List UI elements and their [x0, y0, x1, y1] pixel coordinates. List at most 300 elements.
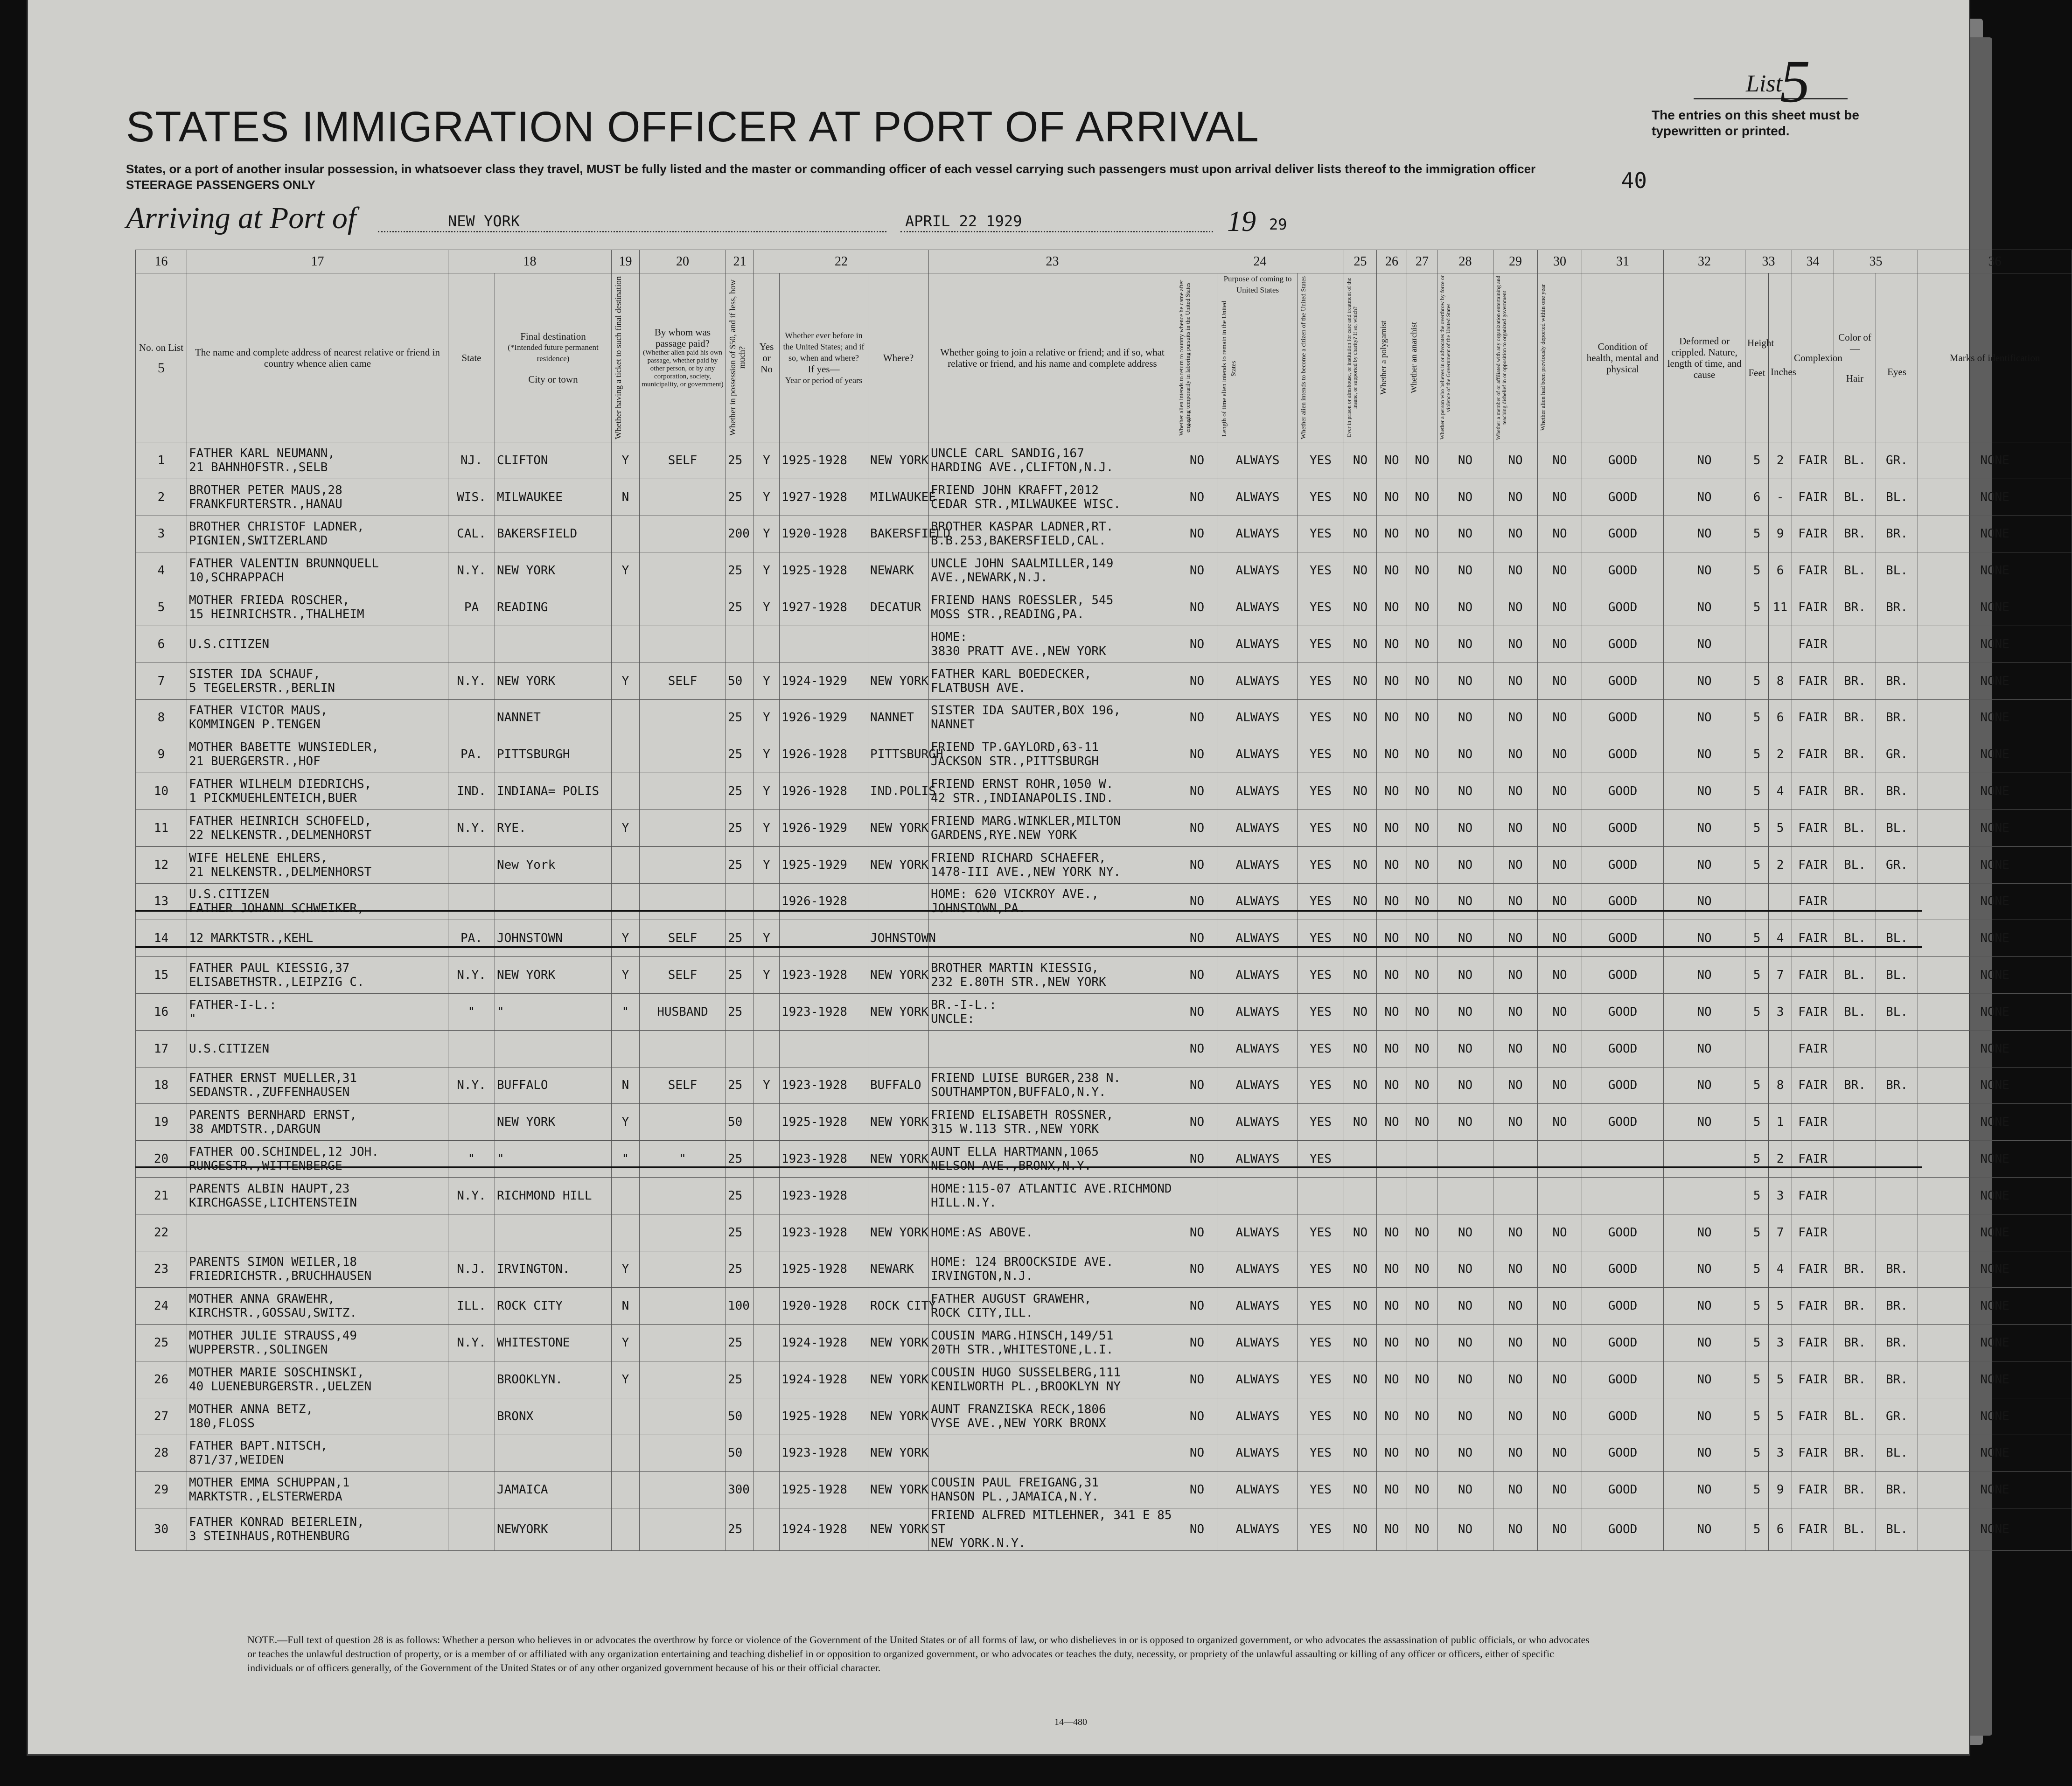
col-deported [1538, 273, 1582, 442]
cell-overthrow: NO [1437, 957, 1493, 994]
cell-marks: NONE [1918, 1361, 2072, 1398]
cell-member-org: NO [1493, 1214, 1538, 1251]
cell-relative-address-line1: FATHER VALENTIN BRUNNQUELL [189, 557, 379, 571]
cell-ticket [612, 516, 640, 552]
cell-passage-paid-by [640, 1361, 726, 1398]
cell-joining-relative-line1: HOME: 620 VICKROY AVE., [931, 887, 1099, 902]
cell-joining-relative-line1: HOME: [931, 630, 968, 644]
cell-passage-paid-by: HUSBAND [640, 993, 726, 1030]
cell-money: 100 [726, 1288, 754, 1325]
sheet-number: 40 [1621, 168, 1647, 193]
cell-eye-color: BL. [1876, 809, 1918, 846]
col-health: Condition of health, mental and physical [1582, 273, 1664, 442]
cell-ticket: Y [612, 663, 640, 699]
cell-deformed: NO [1664, 736, 1745, 773]
cell-joining-relative [929, 1104, 1176, 1141]
cell-years-in-us [780, 1030, 868, 1067]
cell-ever-in-us [754, 993, 780, 1030]
table-row [136, 920, 2072, 957]
cell-health: GOOD [1582, 920, 1664, 957]
cell-ticket: N [612, 479, 640, 516]
cell-relative-address [187, 626, 448, 663]
table-row [136, 552, 2072, 589]
cell-length-of-stay: ALWAYS [1218, 993, 1298, 1030]
cell-anarchist: NO [1407, 773, 1437, 810]
table-row [136, 1251, 2072, 1288]
cell-eye-color [1876, 1177, 1918, 1214]
cell-overthrow: NO [1437, 479, 1493, 516]
cell-length-of-stay: ALWAYS [1218, 883, 1298, 920]
cell-relative-address [187, 1141, 448, 1178]
cell-deformed: NO [1664, 1288, 1745, 1325]
cell-joining-relative-line1: FRIEND HANS ROESSLER, 545 [931, 593, 1114, 608]
cell-joining-relative [929, 1030, 1176, 1067]
cell-complexion: FAIR [1792, 699, 1834, 736]
cell-prison: NO [1344, 626, 1377, 663]
cell-overthrow: NO [1437, 920, 1493, 957]
cell-anarchist: NO [1407, 1325, 1437, 1361]
cell-intends-return: NO [1176, 663, 1218, 699]
cell-joining-relative-line2: HARDING AVE.,CLIFTON,N.J. [931, 460, 1114, 474]
cell-marks: NONE [1918, 1030, 2072, 1067]
cell-row-number: 7 [136, 663, 187, 699]
cell-joining-relative-line2: 315 W.113 STR.,NEW YORK [931, 1122, 1099, 1137]
cell-health: GOOD [1582, 1104, 1664, 1141]
cell-relative-address-line1: MOTHER ANNA BETZ, [189, 1402, 314, 1416]
cell-joining-relative [929, 1251, 1176, 1288]
col-polygamist [1377, 273, 1407, 442]
cell-intends-return: NO [1176, 552, 1218, 589]
cell-height-feet: 5 [1745, 1435, 1769, 1472]
cell-intends-return: NO [1176, 1508, 1218, 1551]
cell-health: GOOD [1582, 1251, 1664, 1288]
cell-dest-state: N.Y. [448, 957, 495, 994]
cell-intends-citizen: YES [1298, 1030, 1344, 1067]
table-row [136, 1177, 2072, 1214]
col-16-value: 5 [158, 360, 165, 376]
cell-relative-address-line1: FATHER WILHELM DIEDRICHS, [189, 777, 372, 792]
cell-height-feet: 5 [1745, 1214, 1769, 1251]
cell-health: GOOD [1582, 552, 1664, 589]
cell-row-number: 15 [136, 957, 187, 994]
cell-height-inches: 8 [1769, 1067, 1792, 1104]
cell-passage-paid-by [640, 552, 726, 589]
col-24-label: Purpose of coming to United States [1223, 274, 1292, 294]
cell-dest-state: PA. [448, 736, 495, 773]
cell-row-number: 26 [136, 1361, 187, 1398]
cell-relative-address-line1: PARENTS SIMON WEILER,18 [189, 1255, 357, 1270]
class-line: STEERAGE PASSENGERS ONLY [126, 178, 315, 192]
cell-dest-state: CAL. [448, 516, 495, 552]
cell-intends-return: NO [1176, 809, 1218, 846]
cell-years-in-us: 1926-1929 [780, 699, 868, 736]
cell-hair-color: BR. [1834, 663, 1876, 699]
cell-health: GOOD [1582, 1214, 1664, 1251]
cell-height-inches: 3 [1769, 1325, 1792, 1361]
cell-length-of-stay: ALWAYS [1218, 589, 1298, 626]
entries-note: The entries on this sheet must be typewritten or printed. [1652, 108, 1859, 138]
cell-relative-address [187, 1177, 448, 1214]
col-24-a: Whether alien intends to return to country whence he came after engaging temporarily in laboring pursuits in the United States [1178, 279, 1192, 436]
cell-ever-in-us [754, 1214, 780, 1251]
cell-relative-address-line1: MOTHER EMMA SCHUPPAN,1 [189, 1476, 350, 1490]
cell-where-in-us: NEW YORK [868, 1325, 929, 1361]
cell-joining-relative-line1: HOME:115-07 ATLANTIC AVE.RICHMOND HILL.N.Y. [931, 1181, 1172, 1210]
cell-anarchist: NO [1407, 442, 1437, 479]
cell-relative-address [187, 1508, 448, 1551]
cell-relative-address-line1: FATHER KONRAD BEIERLEIN, [189, 1515, 364, 1530]
cell-overthrow: NO [1437, 1067, 1493, 1104]
cell-member-org: NO [1493, 479, 1538, 516]
cell-intends-citizen: YES [1298, 479, 1344, 516]
cell-member-org: NO [1493, 1398, 1538, 1435]
cell-joining-relative [929, 1435, 1176, 1472]
cell-ever-in-us [754, 1508, 780, 1551]
cell-health: GOOD [1582, 1508, 1664, 1551]
cell-hair-color [1834, 1214, 1876, 1251]
cell-member-org: NO [1493, 1104, 1538, 1141]
cell-length-of-stay: ALWAYS [1218, 516, 1298, 552]
cell-eye-color: GR. [1876, 846, 1918, 883]
cell-length-of-stay: ALWAYS [1218, 1104, 1298, 1141]
cell-relative-address-line1: 12 MARKTSTR.,KEHL [189, 931, 314, 946]
cell-money: 25 [726, 1141, 754, 1178]
cell-dest-city: NEW YORK [495, 1104, 612, 1141]
cell-joining-relative [929, 846, 1176, 883]
cell-relative-address [187, 479, 448, 516]
cell-anarchist: NO [1407, 920, 1437, 957]
cell-overthrow [1437, 1177, 1493, 1214]
cell-prison: NO [1344, 846, 1377, 883]
cell-anarchist: NO [1407, 479, 1437, 516]
cell-eye-color: BR. [1876, 1251, 1918, 1288]
manifest-sheet [28, 0, 2040, 1754]
cell-relative-address [187, 883, 448, 920]
cell-dest-city: New York [495, 846, 612, 883]
cell-money [726, 1030, 754, 1067]
cell-intends-citizen: YES [1298, 883, 1344, 920]
cell-complexion: FAIR [1792, 552, 1834, 589]
cell-relative-address [187, 1104, 448, 1141]
cell-relative-address-line2: 40 LUENEBURGERSTR.,UELZEN [189, 1379, 372, 1394]
strike-line-20 [135, 1166, 1922, 1168]
cell-member-org: NO [1493, 993, 1538, 1030]
cell-health: GOOD [1582, 1361, 1664, 1398]
passenger-table [135, 250, 2072, 1551]
cell-hair-color: BL. [1834, 846, 1876, 883]
cell-relative-address-line2: KIRCHGASSE,LICHTENSTEIN [189, 1195, 357, 1210]
cell-length-of-stay: ALWAYS [1218, 1141, 1298, 1178]
cell-health: GOOD [1582, 1325, 1664, 1361]
cell-polygamist: NO [1377, 1288, 1407, 1325]
cell-where-in-us [868, 1030, 929, 1067]
cell-where-in-us: NEW YORK [868, 1141, 929, 1178]
cell-polygamist: NO [1377, 1030, 1407, 1067]
cell-prison: NO [1344, 1214, 1377, 1251]
cell-money: 25 [726, 1067, 754, 1104]
cell-complexion: FAIR [1792, 1508, 1834, 1551]
cell-marks: NONE [1918, 1104, 2072, 1141]
cell-member-org: NO [1493, 699, 1538, 736]
cell-dest-city: INDIANA= POLIS [495, 773, 612, 810]
cell-relative-address [187, 809, 448, 846]
cell-row-number: 25 [136, 1325, 187, 1361]
cell-deformed: NO [1664, 589, 1745, 626]
cell-deformed: NO [1664, 552, 1745, 589]
cell-hair-color: BR. [1834, 1288, 1876, 1325]
cell-eye-color: BR. [1876, 589, 1918, 626]
cell-length-of-stay: ALWAYS [1218, 1214, 1298, 1251]
table-row [136, 1472, 2072, 1508]
cell-anarchist: NO [1407, 663, 1437, 699]
cell-anarchist: NO [1407, 626, 1437, 663]
cell-polygamist: NO [1377, 846, 1407, 883]
cell-passage-paid-by [640, 809, 726, 846]
cell-intends-citizen: YES [1298, 1067, 1344, 1104]
cell-anarchist: NO [1407, 1067, 1437, 1104]
cell-intends-return: NO [1176, 957, 1218, 994]
cell-overthrow: NO [1437, 1288, 1493, 1325]
cell-intends-return: NO [1176, 846, 1218, 883]
cell-prison: NO [1344, 1288, 1377, 1325]
cell-relative-address [187, 1398, 448, 1435]
cell-years-in-us: 1924-1928 [780, 1361, 868, 1398]
cell-passage-paid-by [640, 479, 726, 516]
cell-height-feet: 5 [1745, 773, 1769, 810]
cell-complexion: FAIR [1792, 1104, 1834, 1141]
cell-money: 25 [726, 809, 754, 846]
cell-dest-city: NEW YORK [495, 957, 612, 994]
cell-intends-citizen: YES [1298, 1214, 1344, 1251]
cell-ticket [612, 626, 640, 663]
cell-hair-color: BL. [1834, 1508, 1876, 1551]
cell-complexion: FAIR [1792, 1177, 1834, 1214]
cell-joining-relative [929, 1141, 1176, 1178]
cell-length-of-stay: ALWAYS [1218, 1251, 1298, 1288]
cell-passage-paid-by [640, 626, 726, 663]
cell-relative-address-line2: KIRCHSTR.,GOSSAU,SWITZ. [189, 1306, 357, 1320]
cell-hair-color [1834, 1030, 1876, 1067]
cell-joining-relative-line2: UNCLE: [931, 1012, 975, 1026]
cell-prison: NO [1344, 1251, 1377, 1288]
cell-relative-address-line2: SEDANSTR.,ZUFFENHAUSEN [189, 1085, 350, 1100]
cell-joining-relative-line1: FRIEND ALFRED MITLEHNER, 341 E 85 ST [931, 1508, 1172, 1537]
cell-joining-relative-line2: JACKSON STR.,PITTSBURGH [931, 754, 1099, 769]
cell-where-in-us: NANNET [868, 699, 929, 736]
cell-dest-city [495, 883, 612, 920]
cell-where-in-us: BUFFALO [868, 1067, 929, 1104]
cell-where-in-us: NEW YORK [868, 809, 929, 846]
cell-years-in-us: 1927-1928 [780, 479, 868, 516]
cell-polygamist [1377, 1141, 1407, 1178]
cell-joining-relative [929, 993, 1176, 1030]
cell-polygamist: NO [1377, 736, 1407, 773]
cell-height-feet: 5 [1745, 809, 1769, 846]
cell-intends-citizen: YES [1298, 699, 1344, 736]
cell-dest-state [448, 1472, 495, 1508]
cell-relative-address [187, 1472, 448, 1508]
cell-prison: NO [1344, 589, 1377, 626]
cell-length-of-stay: ALWAYS [1218, 1288, 1298, 1325]
cell-dest-state: PA [448, 589, 495, 626]
cell-row-number: 24 [136, 1288, 187, 1325]
cell-overthrow: NO [1437, 1435, 1493, 1472]
cell-eye-color: BR. [1876, 1325, 1918, 1361]
cell-joining-relative-line1: HOME: 124 BROOCKSIDE AVE. [931, 1255, 1114, 1270]
cell-money: 25 [726, 773, 754, 810]
cell-years-in-us: 1926-1928 [780, 773, 868, 810]
cell-passage-paid-by [640, 516, 726, 552]
column-header-row [136, 273, 2072, 442]
cell-complexion: FAIR [1792, 1251, 1834, 1288]
cell-intends-return: NO [1176, 1435, 1218, 1472]
cell-member-org: NO [1493, 1251, 1538, 1288]
cell-deformed: NO [1664, 993, 1745, 1030]
cell-relative-address [187, 846, 448, 883]
cell-complexion: FAIR [1792, 1141, 1834, 1178]
cell-overthrow: NO [1437, 552, 1493, 589]
cell-intends-return: NO [1176, 1104, 1218, 1141]
cell-relative-address [187, 1361, 448, 1398]
cell-dest-state [448, 883, 495, 920]
cell-marks: NONE [1918, 773, 2072, 810]
col-33-inches: Inches [1771, 366, 1796, 377]
cell-deformed: NO [1664, 1104, 1745, 1141]
column-number-row [136, 250, 2072, 273]
cell-member-org: NO [1493, 1361, 1538, 1398]
cell-intends-citizen: YES [1298, 1361, 1344, 1398]
cell-joining-relative-line2: NEW YORK.N.Y. [931, 1536, 1026, 1551]
cell-member-org: NO [1493, 626, 1538, 663]
cell-height-inches: 7 [1769, 1214, 1792, 1251]
cell-years-in-us: 1923-1928 [780, 1067, 868, 1104]
cell-height-feet: 6 [1745, 479, 1769, 516]
cell-intends-citizen: YES [1298, 552, 1344, 589]
cell-deformed [1664, 1141, 1745, 1178]
cell-complexion: FAIR [1792, 1472, 1834, 1508]
cell-eye-color: BR. [1876, 699, 1918, 736]
cell-ever-in-us: Y [754, 809, 780, 846]
cell-ever-in-us: Y [754, 920, 780, 957]
cell-joining-relative [929, 920, 1176, 957]
cell-hair-color: BR. [1834, 589, 1876, 626]
cell-row-number: 22 [136, 1214, 187, 1251]
cell-dest-city [495, 1214, 612, 1251]
cell-ticket: Y [612, 552, 640, 589]
cell-deported: NO [1538, 773, 1582, 810]
cell-anarchist: NO [1407, 699, 1437, 736]
cell-anarchist: NO [1407, 1104, 1437, 1141]
cell-joining-relative-line2: MOSS STR.,READING,PA. [931, 607, 1084, 622]
col-16-label: No. on List [139, 342, 184, 353]
cell-eye-color: BR. [1876, 516, 1918, 552]
cell-relative-address-line1: FATHER HEINRICH SCHOFELD, [189, 814, 372, 828]
cell-money: 25 [726, 846, 754, 883]
cell-joining-relative [929, 699, 1176, 736]
col-22-ifyes: If yes— [808, 363, 840, 375]
cell-marks: NONE [1918, 1067, 2072, 1104]
cell-intends-return: NO [1176, 1214, 1218, 1251]
cell-deformed: NO [1664, 1214, 1745, 1251]
cell-anarchist: NO [1407, 1398, 1437, 1435]
cell-complexion: FAIR [1792, 993, 1834, 1030]
cell-polygamist: NO [1377, 1361, 1407, 1398]
cell-where-in-us: ROCK CITY [868, 1288, 929, 1325]
table-row [136, 957, 2072, 994]
cell-height-inches: 2 [1769, 442, 1792, 479]
cell-deported: NO [1538, 479, 1582, 516]
cell-intends-return: NO [1176, 993, 1218, 1030]
table-row [136, 1398, 2072, 1435]
cell-marks: NONE [1918, 1214, 2072, 1251]
cell-deported: NO [1538, 1104, 1582, 1141]
cell-joining-relative-line1: FRIEND LUISE BURGER,238 N. [931, 1071, 1121, 1086]
cell-ticket: Y [612, 1325, 640, 1361]
cell-hair-color [1834, 626, 1876, 663]
col-dest-city [495, 273, 612, 442]
cell-where-in-us: NEW YORK [868, 1508, 929, 1551]
cell-joining-relative-line2: 1478-III AVE.,NEW YORK NY. [931, 865, 1121, 879]
cell-intends-return: NO [1176, 1325, 1218, 1361]
cell-intends-return: NO [1176, 1361, 1218, 1398]
cell-eye-color [1876, 1030, 1918, 1067]
cell-intends-citizen: YES [1298, 1141, 1344, 1178]
col-18-sub: (*Intended future permanent residence) [508, 342, 599, 363]
cell-where-in-us: NEW YORK [868, 1472, 929, 1508]
cell-passage-paid-by [640, 1325, 726, 1361]
cell-relative-address [187, 1288, 448, 1325]
cell-hair-color: BL. [1834, 552, 1876, 589]
cell-joining-relative-line1: SISTER IDA SAUTER,BOX 196, [931, 704, 1121, 718]
col-complexion: Complexion [1792, 273, 1834, 442]
column-number-28: 28 [1437, 250, 1493, 273]
cell-passage-paid-by [640, 773, 726, 810]
cell-deported: NO [1538, 1361, 1582, 1398]
cell-overthrow: NO [1437, 699, 1493, 736]
cell-health: GOOD [1582, 1398, 1664, 1435]
cell-ever-in-us [754, 1141, 780, 1178]
column-number-31: 31 [1582, 250, 1664, 273]
cell-eye-color: BR. [1876, 1472, 1918, 1508]
column-number-18: 18 [448, 250, 612, 273]
col-27-label: Whether an anarchist [1409, 322, 1419, 393]
column-number-33: 33 [1745, 250, 1792, 273]
cell-ever-in-us [754, 1177, 780, 1214]
cell-row-number: 6 [136, 626, 187, 663]
cell-intends-return: NO [1176, 773, 1218, 810]
cell-eye-color: BR. [1876, 1361, 1918, 1398]
cell-dest-city: BAKERSFIELD [495, 516, 612, 552]
cell-ever-in-us: Y [754, 479, 780, 516]
cell-relative-address [187, 699, 448, 736]
cell-dest-state [448, 1398, 495, 1435]
cell-intends-citizen: YES [1298, 1325, 1344, 1361]
cell-intends-return: NO [1176, 1067, 1218, 1104]
cell-eye-color: BL. [1876, 920, 1918, 957]
cell-hair-color: BR. [1834, 736, 1876, 773]
cell-dest-city: BROOKLYN. [495, 1361, 612, 1398]
cell-eye-color: BL. [1876, 1508, 1918, 1551]
cell-joining-relative-line1: FATHER AUGUST GRAWEHR, [931, 1292, 1092, 1306]
cell-years-in-us: 1925-1929 [780, 846, 868, 883]
cell-height-inches: 5 [1769, 1288, 1792, 1325]
cell-intends-citizen: YES [1298, 1472, 1344, 1508]
cell-ticket: Y [612, 1251, 640, 1288]
cell-deformed: NO [1664, 516, 1745, 552]
cell-relative-address-line1: FATHER KARL NEUMANN, [189, 446, 335, 460]
cell-complexion: FAIR [1792, 1361, 1834, 1398]
cell-ticket [612, 1398, 640, 1435]
